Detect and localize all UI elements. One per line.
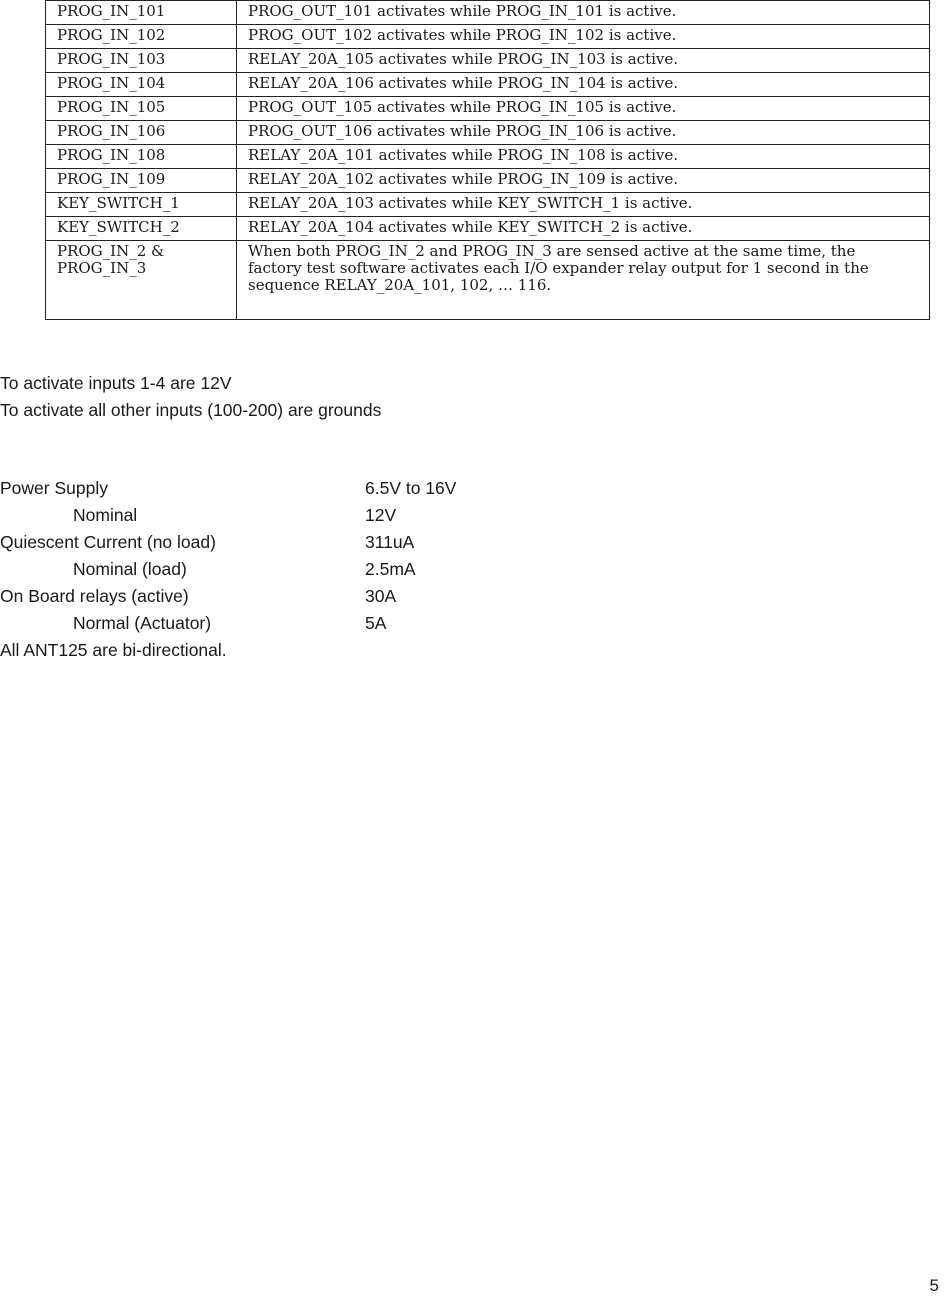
action-line: factory test software activates each I/O expander relay output for 1 second in the bbox=[248, 259, 869, 277]
table-row bbox=[46, 1, 930, 25]
input-line: PROG_IN_2 & bbox=[57, 242, 165, 260]
table-row bbox=[46, 217, 930, 241]
input-cell: KEY_SWITCH_1 bbox=[46, 193, 237, 217]
activation-notes bbox=[0, 370, 381, 424]
action-cell bbox=[237, 241, 930, 320]
table-row bbox=[46, 241, 930, 320]
spec-value: 311uA bbox=[365, 532, 415, 552]
spec-label: Power Supply bbox=[0, 478, 108, 498]
table-row bbox=[46, 121, 930, 145]
table-row bbox=[46, 193, 930, 217]
spec-value: 30A bbox=[365, 586, 397, 606]
input-cell: PROG_IN_109 bbox=[46, 169, 237, 193]
spec-label: Quiescent Current (no load) bbox=[0, 532, 216, 552]
spec-value: 12V bbox=[365, 505, 397, 525]
action-cell: PROG_OUT_105 activates while PROG_IN_105 is active. bbox=[237, 97, 930, 121]
io-mapping-table bbox=[45, 0, 930, 320]
page-number: 5 bbox=[929, 1276, 939, 1295]
input-cell: PROG_IN_105 bbox=[46, 97, 237, 121]
note-line: To activate inputs 1-4 are 12V bbox=[0, 373, 232, 393]
input-cell: PROG_IN_103 bbox=[46, 49, 237, 73]
action-line: When both PROG_IN_2 and PROG_IN_3 are sensed active at the same time, the bbox=[248, 242, 856, 260]
table-row bbox=[46, 97, 930, 121]
spec-value: 5A bbox=[365, 613, 387, 633]
input-cell: PROG_IN_101 bbox=[46, 1, 237, 25]
spec-value: 2.5mA bbox=[365, 559, 416, 579]
spec-row bbox=[0, 610, 600, 637]
action-cell: PROG_OUT_101 activates while PROG_IN_101 is active. bbox=[237, 1, 930, 25]
spec-label: On Board relays (active) bbox=[0, 586, 189, 606]
action-cell: PROG_OUT_106 activates while PROG_IN_106 is active. bbox=[237, 121, 930, 145]
table-row bbox=[46, 73, 930, 97]
input-cell: PROG_IN_104 bbox=[46, 73, 237, 97]
action-cell: RELAY_20A_101 activates while PROG_IN_108 is active. bbox=[237, 145, 930, 169]
action-cell: PROG_OUT_102 activates while PROG_IN_102 is active. bbox=[237, 25, 930, 49]
input-cell: PROG_IN_102 bbox=[46, 25, 237, 49]
action-cell: RELAY_20A_103 activates while KEY_SWITCH_1 is active. bbox=[237, 193, 930, 217]
action-cell: RELAY_20A_102 activates while PROG_IN_109 is active. bbox=[237, 169, 930, 193]
spec-row bbox=[0, 529, 600, 556]
spec-row bbox=[0, 556, 600, 583]
spec-value: 6.5V to 16V bbox=[365, 478, 457, 498]
input-cell: KEY_SWITCH_2 bbox=[46, 217, 237, 241]
action-cell: RELAY_20A_105 activates while PROG_IN_103 is active. bbox=[237, 49, 930, 73]
action-cell: RELAY_20A_106 activates while PROG_IN_104 is active. bbox=[237, 73, 930, 97]
spec-label: Normal (Actuator) bbox=[73, 613, 212, 633]
spec-row bbox=[0, 502, 600, 529]
spec-row bbox=[0, 475, 600, 502]
footer-note-row bbox=[0, 637, 600, 664]
input-cell: PROG_IN_108 bbox=[46, 145, 237, 169]
electrical-specs bbox=[0, 475, 600, 664]
spec-label: Nominal bbox=[73, 505, 138, 525]
input-line: PROG_IN_3 bbox=[57, 259, 147, 277]
table-row bbox=[46, 25, 930, 49]
action-cell: RELAY_20A_104 activates while KEY_SWITCH_2 is active. bbox=[237, 217, 930, 241]
action-line: sequence RELAY_20A_101, 102, … 116. bbox=[248, 276, 552, 294]
spec-row bbox=[0, 583, 600, 610]
note-line: To activate all other inputs (100-200) are grounds bbox=[0, 400, 382, 420]
input-cell bbox=[46, 241, 237, 320]
table-row bbox=[46, 169, 930, 193]
table-row bbox=[46, 145, 930, 169]
table-row bbox=[46, 49, 930, 73]
footer-note: All ANT125 are bi-directional. bbox=[0, 640, 227, 660]
input-cell: PROG_IN_106 bbox=[46, 121, 237, 145]
spec-label: Nominal (load) bbox=[73, 559, 187, 579]
